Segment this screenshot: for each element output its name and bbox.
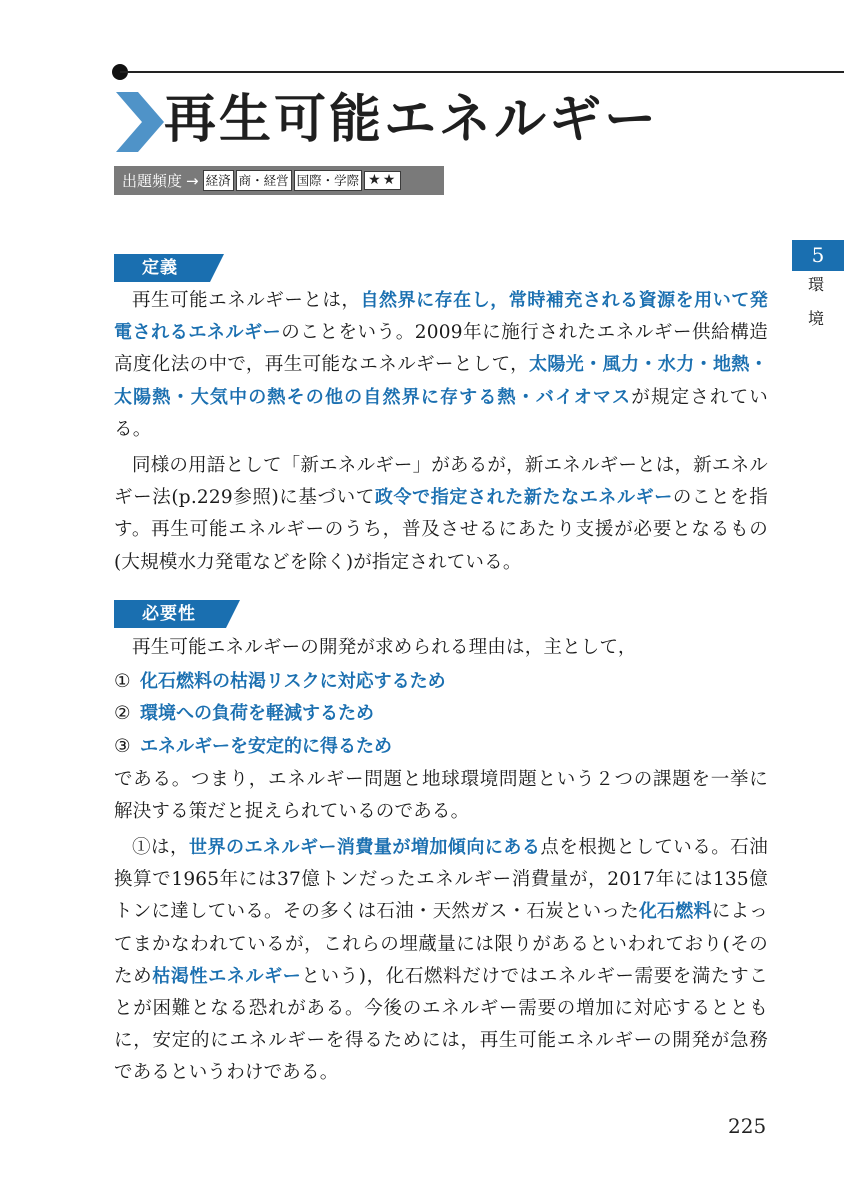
chapter-tab: 5 [792, 240, 844, 271]
page-title: 再生可能エネルギー [164, 90, 660, 150]
text-run: 点を根拠としている。石油換算で1965年には37億トンだったエネルギー消費量が，2017年には135億トンに達している。その多くは石油・天然ガス・石炭といった [114, 837, 768, 923]
text-run: によってまかなわれているが，これらの埋蔵量には限りがあるといわれており(そのため [114, 901, 768, 987]
highlight-term: 政令で指定された新たなエネルギー [374, 487, 673, 509]
chapter-char-2: 境 [808, 309, 825, 328]
text-run: という)，化石燃料だけではエネルギー需要を満たすことが困難となる恐れがある。今後のエネルギー需要の増加に対応するとともに，安定的にエネルギーを得るためには，再生可能エネルギーの開発が急務であるというわけである。 [114, 965, 768, 1084]
list-text: エネルギーを安定的に得るため [140, 736, 392, 757]
frequency-bar [114, 166, 444, 195]
text-run: のことをいう。2009年に施行されたエネルギー供給構造高度化法の中で，再生可能なエネルギーとして， [114, 322, 768, 376]
page-number: 225 [728, 1114, 767, 1138]
section-heading-label: 必要性 [142, 604, 196, 624]
frequency-label: 出題頻度 [122, 172, 183, 190]
highlight-term: 化石燃料 [638, 901, 712, 923]
tag-commerce: 商・経営 [236, 170, 292, 191]
highlight-term: 枯渇性エネルギー [152, 965, 302, 987]
text-run: 同様の用語として「新エネルギー」があるが，新エネルギーとは，新エネルギー法(p.229参照)に基づいて [114, 455, 768, 509]
chevron-right-icon [116, 92, 170, 152]
list-text: 環境への負荷を軽減するため [140, 703, 374, 724]
star-rating: ★★ [364, 171, 401, 190]
tag-economics: 経済 [203, 170, 234, 191]
list-number: ① [114, 671, 131, 692]
necessity-conclusion: である。つまり，エネルギー問題と地球環境問題という２つの課題を一挙に解決する策だと捉えられているのである。 [114, 769, 768, 823]
arrow-right-icon: → [186, 171, 199, 190]
text-run: ①は， [132, 837, 189, 858]
text-run: のことを指す。再生可能エネルギーのうち，普及させるにあたり支援が必要となるもの(大規模水力発電などを除く)が指定されている。 [114, 487, 768, 573]
list-item [114, 698, 768, 730]
list-text: 化石燃料の枯渇リスクに対応するため [140, 671, 446, 692]
text-run: 再生可能エネルギーとは， [132, 290, 361, 311]
definition-paragraph-2 [114, 450, 768, 579]
list-number: ③ [114, 736, 131, 757]
list-item [114, 731, 768, 763]
list-number: ② [114, 703, 131, 724]
highlight-term: 自然界に存在し，常時補充される資源を用いて発電されるエネルギー [114, 290, 769, 344]
necessity-intro: 再生可能エネルギーの開発が求められる理由は，主として， [132, 637, 637, 658]
tag-international: 国際・学際 [294, 170, 363, 191]
list-item [114, 666, 768, 698]
chapter-label [808, 275, 828, 343]
chapter-char-1: 環 [808, 275, 825, 294]
section-heading-label: 定義 [142, 258, 178, 278]
necessity-paragraph-3 [114, 832, 768, 1090]
highlight-term: 太陽光・風力・水力・地熱・太陽熱・大気中の熱その他の自然界に存する熱・バイオマス [114, 354, 768, 408]
header-rule [120, 71, 844, 73]
text-run: が規定されている。 [114, 386, 768, 440]
definition-paragraph-1 [114, 285, 768, 446]
highlight-term: 世界のエネルギー消費量が増加傾向にある [188, 837, 541, 858]
section-heading-necessity [114, 600, 240, 628]
section-heading-definition [114, 254, 224, 282]
